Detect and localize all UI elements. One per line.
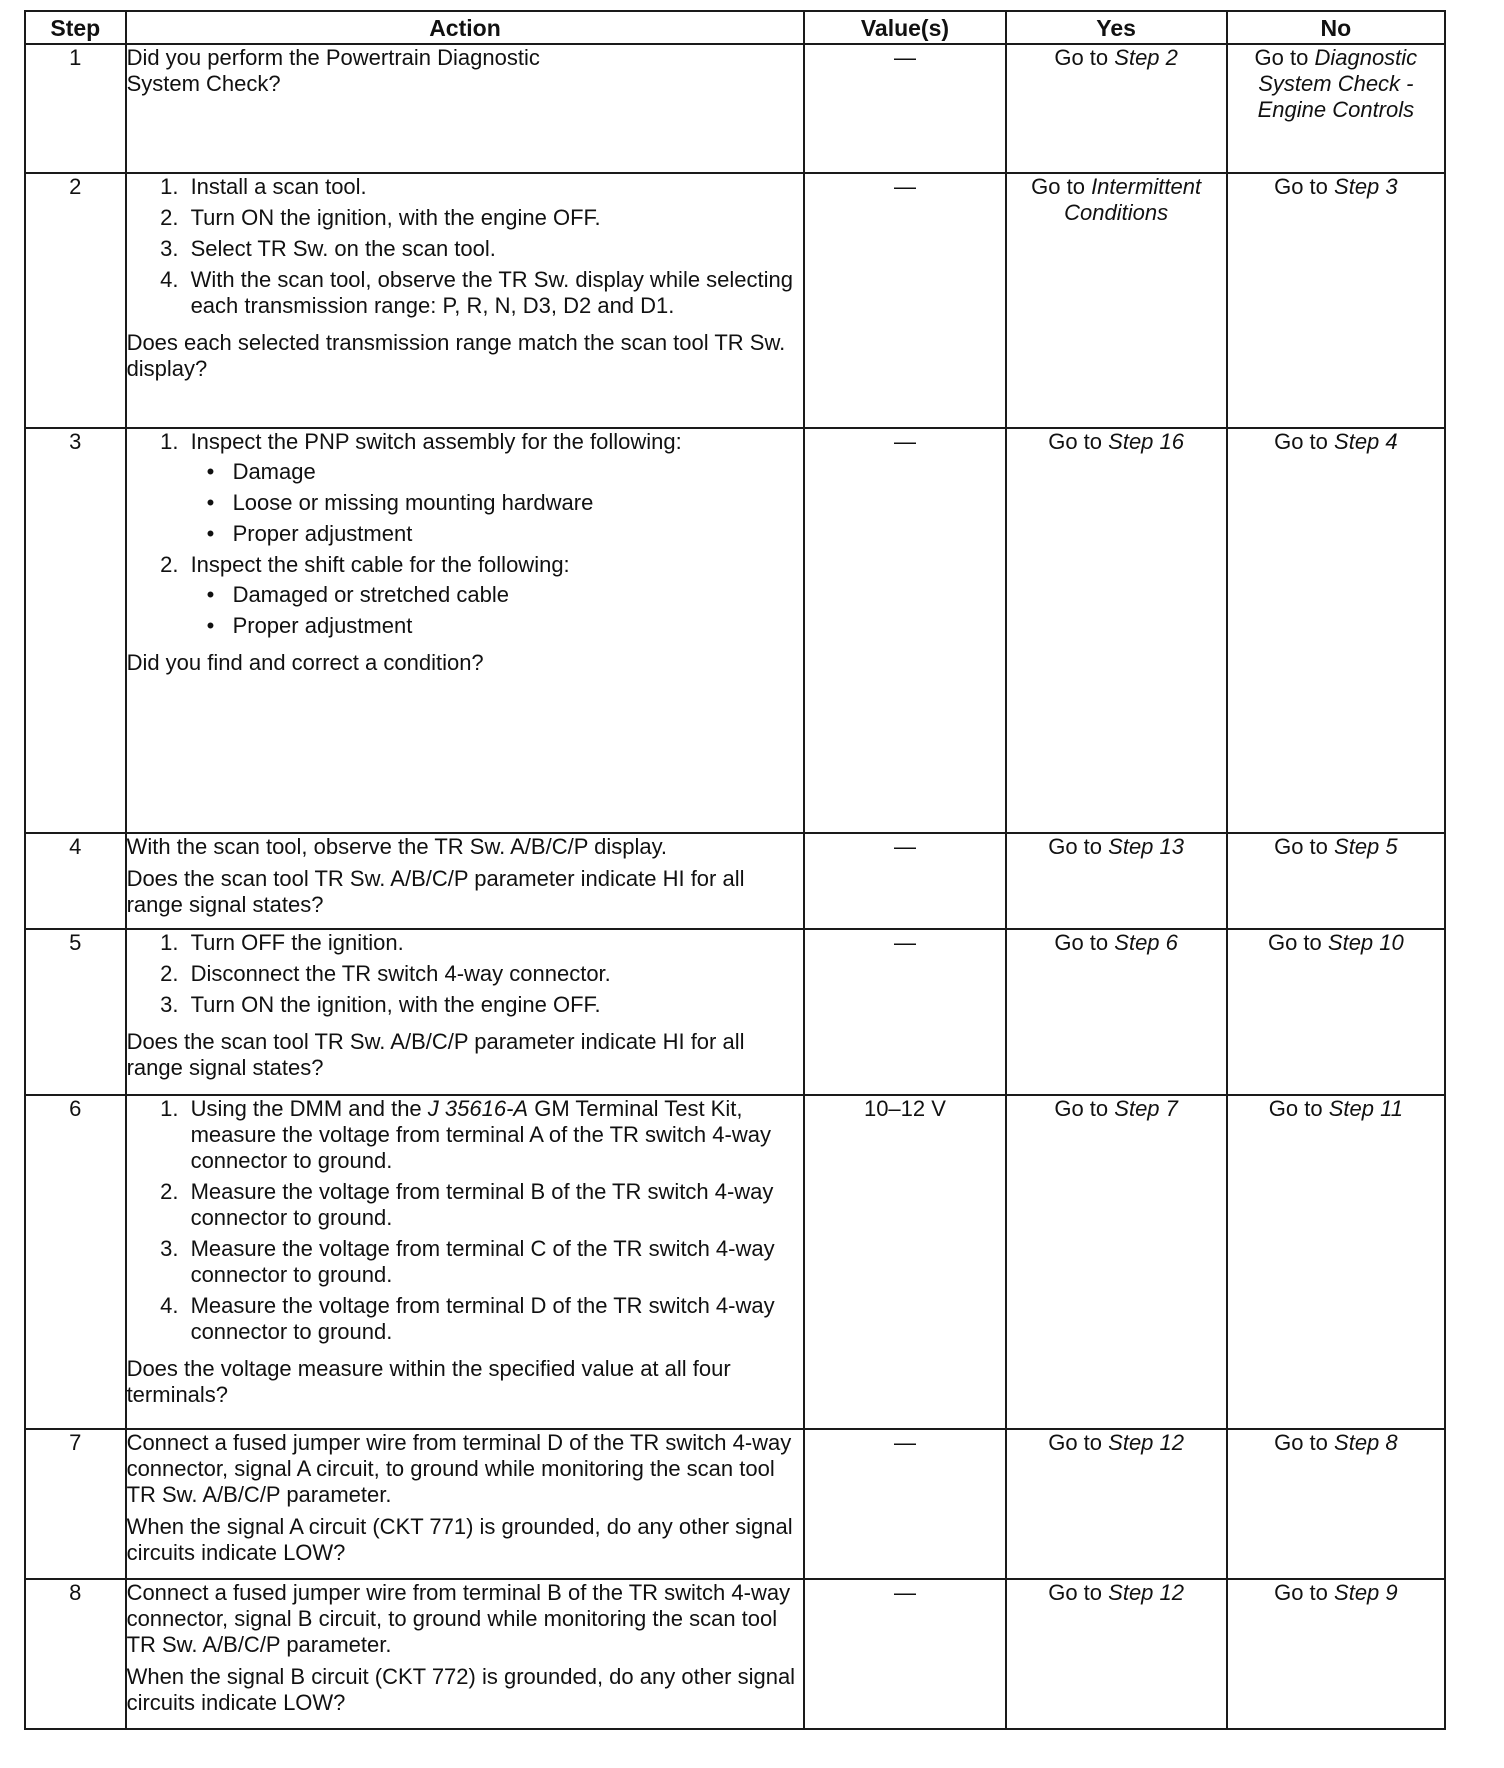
action-cell: [126, 173, 805, 428]
action-question: Did you find and correct a condition?: [126, 650, 484, 675]
table-row: [25, 1429, 1445, 1579]
value-text: —: [893, 1430, 916, 1455]
yes-prefix: Go to: [1048, 1580, 1103, 1605]
yes-cell[interactable]: [1006, 833, 1227, 929]
value-text: —: [893, 930, 916, 955]
table-row: [25, 1095, 1445, 1429]
action-step: 4. Measure the voltage from terminal D of the TR switch 4-way connector to ground.: [185, 1293, 804, 1345]
action-step: 2. Disconnect the TR switch 4-way connector.: [185, 961, 804, 987]
no-target-link[interactable]: Step 3: [1334, 174, 1398, 199]
no-cell[interactable]: [1227, 44, 1445, 173]
value-cell: [804, 1095, 1005, 1429]
action-question: Did you perform the Powertrain Diagnostic System Check?: [126, 45, 540, 96]
action-step: 3. Turn ON the ignition, with the engine OFF.: [185, 992, 804, 1018]
action-question: Does the scan tool TR Sw. A/B/C/P parameter indicate HI for all range signal states?: [126, 866, 745, 917]
yes-prefix: Go to: [1048, 429, 1103, 454]
step-number: 1: [25, 44, 126, 173]
header-no: No: [1227, 11, 1445, 44]
header-action: Action: [126, 11, 805, 44]
yes-target-link[interactable]: Step 2: [1114, 45, 1178, 70]
yes-cell[interactable]: [1006, 1095, 1227, 1429]
no-target-link[interactable]: Diagnostic System Check - Engine Controls: [1257, 45, 1418, 122]
action-cell: [126, 1429, 805, 1579]
value-text: 10–12 V: [863, 1096, 946, 1121]
no-target-link[interactable]: Step 10: [1327, 930, 1404, 955]
action-cell: [126, 44, 805, 173]
yes-target-link[interactable]: Step 13: [1108, 834, 1184, 859]
yes-cell[interactable]: [1006, 428, 1227, 833]
bullet-item: • Damage: [227, 459, 804, 485]
action-step-text: Using the DMM and the: [190, 1096, 422, 1121]
no-target-link[interactable]: Step 5: [1334, 834, 1398, 859]
yes-cell[interactable]: [1006, 1429, 1227, 1579]
action-question: Does the scan tool TR Sw. A/B/C/P parameter indicate HI for all range signal states?: [126, 1029, 745, 1080]
value-cell: [804, 44, 1005, 173]
bullet-item: • Proper adjustment: [227, 521, 804, 547]
action-cell: [126, 833, 805, 929]
yes-cell[interactable]: [1006, 173, 1227, 428]
bullet-item: • Damaged or stretched cable: [227, 582, 804, 608]
action-cell: [126, 1095, 805, 1429]
action-steps: [127, 1096, 804, 1350]
value-text: —: [893, 1580, 916, 1605]
yes-target-link[interactable]: Intermittent Conditions: [1064, 174, 1202, 225]
action-step: [185, 1096, 804, 1174]
no-cell[interactable]: [1227, 1429, 1445, 1579]
action-question: When the signal B circuit (CKT 772) is grounded, do any other signal circuits indicate LOW?: [126, 1664, 796, 1715]
header-row: [25, 11, 1445, 44]
action-steps: [127, 429, 804, 644]
step-number: 3: [25, 428, 126, 833]
value-text: —: [893, 174, 916, 199]
action-step-text: Inspect the PNP switch assembly for the following:: [190, 429, 682, 454]
table-row: [25, 833, 1445, 929]
no-prefix: Go to: [1274, 174, 1328, 199]
no-prefix: Go to: [1274, 1430, 1328, 1455]
no-cell[interactable]: [1227, 833, 1445, 929]
action-step: 1. Install a scan tool.: [185, 174, 804, 200]
no-prefix: Go to: [1274, 1580, 1328, 1605]
yes-target-link[interactable]: Step 7: [1114, 1096, 1178, 1121]
action-step: 2. Turn ON the ignition, with the engine OFF.: [185, 205, 804, 231]
step-number: 5: [25, 929, 126, 1095]
value-cell: [804, 428, 1005, 833]
action-cell: [126, 929, 805, 1095]
yes-cell[interactable]: [1006, 929, 1227, 1095]
no-target-link[interactable]: Step 11: [1328, 1096, 1403, 1121]
action-step: 4. With the scan tool, observe the TR Sw. display while selecting each transmission range: P, R, N, D3, D2 and D1.: [185, 267, 804, 319]
step-number: 8: [25, 1579, 126, 1729]
action-step: 1. Turn OFF the ignition.: [185, 930, 804, 956]
no-target-link[interactable]: Step 8: [1334, 1430, 1398, 1455]
no-prefix: Go to: [1268, 1096, 1323, 1121]
yes-prefix: Go to: [1054, 930, 1109, 955]
header-step: Step: [25, 11, 126, 44]
yes-prefix: Go to: [1054, 45, 1109, 70]
yes-target-link[interactable]: Step 12: [1108, 1580, 1184, 1605]
action-step: 2. Measure the voltage from terminal B of the TR switch 4-way connector to ground.: [185, 1179, 804, 1231]
yes-target-link[interactable]: Step 6: [1114, 930, 1178, 955]
value-text: —: [893, 429, 916, 454]
yes-prefix: Go to: [1054, 1096, 1109, 1121]
action-step: [185, 552, 804, 639]
no-cell[interactable]: [1227, 173, 1445, 428]
action-step: 3. Measure the voltage from terminal C of the TR switch 4-way connector to ground.: [185, 1236, 804, 1288]
no-cell[interactable]: [1227, 1095, 1445, 1429]
action-cell: [126, 428, 805, 833]
yes-prefix: Go to: [1031, 174, 1085, 199]
action-step-text: GM Terminal Test Kit, measure the voltage from terminal A of the TR switch 4-way connector to ground.: [190, 1096, 771, 1173]
table-row: [25, 44, 1445, 173]
action-steps: [127, 174, 804, 324]
no-target-link[interactable]: Step 9: [1334, 1580, 1398, 1605]
no-prefix: Go to: [1274, 834, 1328, 859]
value-cell: [804, 1579, 1005, 1729]
diagnostic-table: [24, 10, 1446, 1730]
bullet-item: • Proper adjustment: [227, 613, 804, 639]
yes-target-link[interactable]: Step 12: [1108, 1430, 1184, 1455]
no-cell[interactable]: [1227, 428, 1445, 833]
yes-target-link[interactable]: Step 16: [1108, 429, 1184, 454]
header-yes: Yes: [1006, 11, 1227, 44]
no-prefix: Go to: [1274, 429, 1328, 454]
yes-prefix: Go to: [1048, 834, 1103, 859]
action-question: When the signal A circuit (CKT 771) is grounded, do any other signal circuits indicate LOW?: [126, 1514, 793, 1565]
yes-cell[interactable]: [1006, 1579, 1227, 1729]
action-question: Does the voltage measure within the specified value at all four terminals?: [126, 1356, 731, 1407]
no-cell[interactable]: [1227, 1579, 1445, 1729]
value-cell: [804, 173, 1005, 428]
header-values: Value(s): [804, 11, 1005, 44]
action-step-text: Inspect the shift cable for the following:: [190, 552, 570, 577]
action-steps: [127, 930, 804, 1023]
value-cell: [804, 929, 1005, 1095]
value-cell: [804, 833, 1005, 929]
step-number: 7: [25, 1429, 126, 1579]
step-number: 6: [25, 1095, 126, 1429]
table-row: [25, 428, 1445, 833]
no-target-link[interactable]: Step 4: [1334, 429, 1398, 454]
yes-prefix: Go to: [1048, 1430, 1103, 1455]
tool-name: J 35616-A: [427, 1096, 529, 1121]
action-step: 3. Select TR Sw. on the scan tool.: [185, 236, 804, 262]
table-row: [25, 173, 1445, 428]
value-text: —: [893, 45, 916, 70]
yes-cell[interactable]: [1006, 44, 1227, 173]
no-prefix: Go to: [1267, 930, 1322, 955]
action-text: Connect a fused jumper wire from terminal B of the TR switch 4-way connector, signal B circuit, to ground while monitoring the scan tool TR Sw. A/B/C/P parameter.: [126, 1580, 791, 1657]
no-prefix: Go to: [1254, 45, 1309, 70]
action-cell: [126, 1579, 805, 1729]
table-row: [25, 1579, 1445, 1729]
bullet-list: [191, 459, 804, 547]
action-question: Does each selected transmission range match the scan tool TR Sw. display?: [126, 330, 786, 381]
action-text: Connect a fused jumper wire from terminal D of the TR switch 4-way connector, signal A circuit, to ground while monitoring the scan tool TR Sw. A/B/C/P parameter.: [126, 1430, 792, 1507]
bullet-list: [191, 582, 804, 639]
value-cell: [804, 1429, 1005, 1579]
no-cell[interactable]: [1227, 929, 1445, 1095]
action-step: [185, 429, 804, 547]
step-number: 4: [25, 833, 126, 929]
bullet-item: • Loose or missing mounting hardware: [227, 490, 804, 516]
step-number: 2: [25, 173, 126, 428]
action-text: With the scan tool, observe the TR Sw. A/B/C/P display.: [126, 834, 668, 859]
value-text: —: [893, 834, 916, 859]
table-row: [25, 929, 1445, 1095]
